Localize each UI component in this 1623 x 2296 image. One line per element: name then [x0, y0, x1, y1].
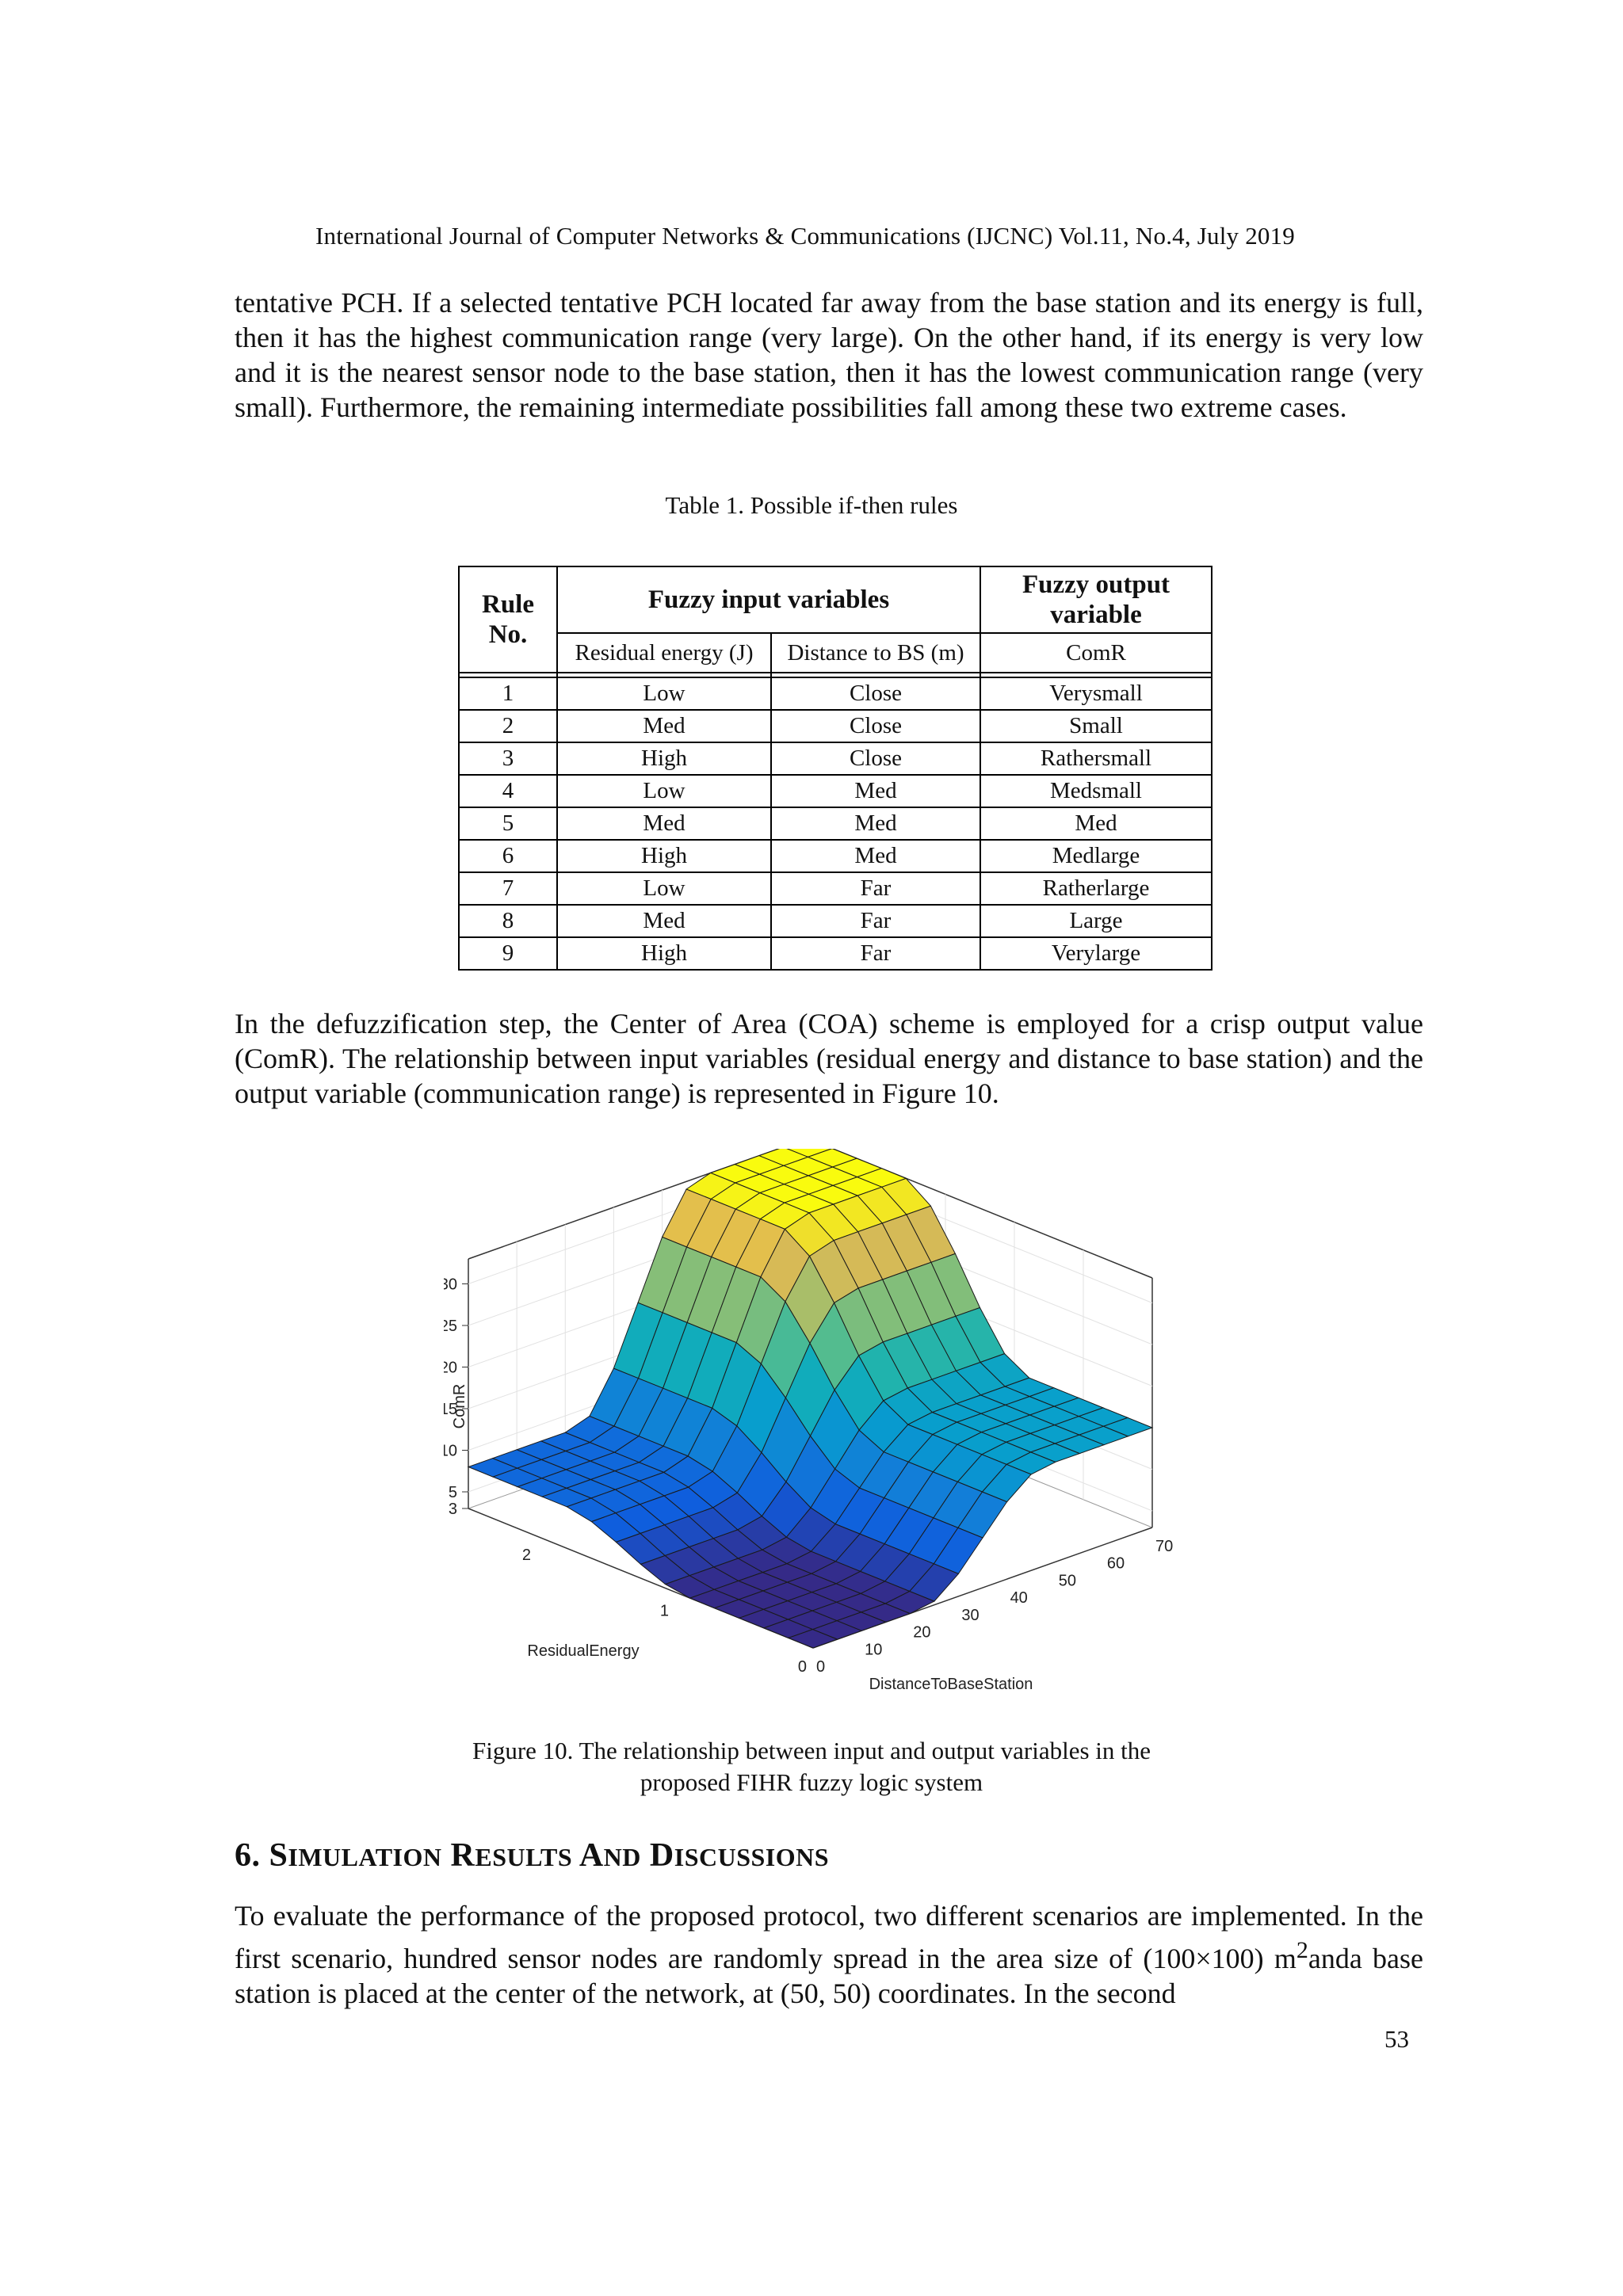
cell-rule-no: 7: [459, 872, 557, 905]
cell-distance: Med: [771, 840, 980, 872]
x-tick-label: 2: [521, 1547, 531, 1565]
superscript-2: 2: [1296, 1937, 1308, 1963]
table-caption: Table 1. Possible if-then rules: [665, 491, 958, 519]
cell-rule-no: 9: [459, 937, 557, 970]
cell-residual-energy: Low: [557, 775, 771, 807]
cell-residual-energy: Med: [557, 807, 771, 840]
cell-rule-no: 4: [459, 775, 557, 807]
table-row: [459, 807, 1212, 840]
x-tick-label: 1: [659, 1602, 669, 1620]
z-tick-label: 5: [448, 1484, 457, 1501]
paragraph-3: [235, 1898, 1423, 2011]
paragraph-3-part-a: To evaluate the performance of the proposed protocol, two different scenarios are implemented. In the first scenario, hundred sensor nodes are randomly spread in the area size of (100×100) m: [235, 1900, 1423, 1974]
cell-distance: Close: [771, 677, 980, 710]
cell-comr: Rathersmall: [980, 742, 1212, 775]
cell-comr: Medsmall: [980, 775, 1212, 807]
cell-distance: Close: [771, 710, 980, 742]
cell-distance: Far: [771, 905, 980, 937]
header-fuzzy-output: Fuzzy output variable: [980, 566, 1212, 633]
cell-distance: Med: [771, 807, 980, 840]
table-row: [459, 840, 1212, 872]
cell-rule-no: 6: [459, 840, 557, 872]
section-number: 6.: [235, 1837, 269, 1874]
paragraph-3-part-b: anda base station is placed at the center of the network, at (50, 50) coordinates. In the second: [235, 1943, 1423, 2009]
y-tick-label: 50: [1058, 1572, 1076, 1590]
z-tick-label: 25: [444, 1318, 457, 1335]
cell-rule-no: 5: [459, 807, 557, 840]
cell-comr: Large: [980, 905, 1212, 937]
cell-residual-energy: Low: [557, 872, 771, 905]
section-word-2-cap: R: [450, 1837, 475, 1874]
z-tick-label: 20: [444, 1359, 457, 1377]
y-tick-label: 70: [1155, 1538, 1174, 1555]
cell-rule-no: 8: [459, 905, 557, 937]
z-tick-label: 15: [444, 1401, 457, 1418]
cell-comr: Verysmall: [980, 677, 1212, 710]
journal-header: International Journal of Computer Networks & Communications (IJCNC) Vol.11, No.4, July 2019: [315, 222, 1295, 250]
y-tick-label: 40: [1010, 1589, 1028, 1608]
z-tick-label: 3: [448, 1501, 457, 1518]
section-word-3-cap: A: [579, 1837, 604, 1874]
cell-residual-energy: Med: [557, 905, 771, 937]
figure-caption-line-1: Figure 10. The relationship between input and output variables in the: [472, 1737, 1151, 1764]
cell-rule-no: 2: [459, 710, 557, 742]
cell-distance: Far: [771, 937, 980, 970]
cell-residual-energy: High: [557, 937, 771, 970]
rule-rows: [459, 677, 1212, 970]
section-word-2-rest: ESULTS: [475, 1843, 573, 1871]
figure-caption-line-2: proposed FIHR fuzzy logic system: [640, 1768, 983, 1796]
cell-comr: Med: [980, 807, 1212, 840]
cell-residual-energy: High: [557, 742, 771, 775]
figure-caption: [0, 1735, 1623, 1798]
page-number: 53: [1384, 2025, 1409, 2053]
x-tick-label: 0: [797, 1658, 807, 1676]
cell-comr: Ratherlarge: [980, 872, 1212, 905]
section-word-4-rest: ISCUSSIONS: [674, 1843, 830, 1871]
surface-mesh: [468, 1149, 1152, 1648]
y-tick-label: 20: [913, 1623, 931, 1642]
cell-comr: Small: [980, 710, 1212, 742]
paragraph-1: tentative PCH. If a selected tentative PCH located far away from the base station and its energy is full, then it has the highest communication range (very large). On the other hand, if its energy is very low and it is the nearest sensor node to the base station, then it has the lowest communication range (very small). Furthermore, the remaining intermediate possibilities fall among these two extreme cases.: [235, 287, 1423, 423]
z-tick-label: 10: [444, 1442, 457, 1460]
table-row: [459, 775, 1212, 807]
cell-residual-energy: Low: [557, 677, 771, 710]
table-row: [459, 872, 1212, 905]
cell-rule-no: 1: [459, 677, 557, 710]
table-row: [459, 742, 1212, 775]
paragraph-2: In the defuzzification step, the Center of Area (COA) scheme is employed for a crisp output value (ComR). The relationship between input variables (residual energy and distance to base station) and the output variable (communication range) is represented in Figure 10.: [235, 1008, 1423, 1109]
section-word-4-cap: D: [649, 1837, 674, 1874]
header-fuzzy-input: Fuzzy input variables: [557, 566, 980, 633]
header-comr: ComR: [980, 633, 1212, 673]
section-word-1-cap: S: [269, 1837, 288, 1874]
figure-10: [444, 1149, 1189, 1703]
cell-comr: Verylarge: [980, 937, 1212, 970]
header-rule-no: Rule No.: [459, 566, 557, 673]
cell-residual-energy: Med: [557, 710, 771, 742]
cell-residual-energy: High: [557, 840, 771, 872]
z-tick-label: 30: [444, 1276, 457, 1294]
header-residual-energy: Residual energy (J): [557, 633, 771, 673]
cell-distance: Med: [771, 775, 980, 807]
cell-rule-no: 3: [459, 742, 557, 775]
table-row: [459, 937, 1212, 970]
surface-plot: [444, 1149, 1189, 1703]
cell-distance: Close: [771, 742, 980, 775]
section-word-3-rest: ND: [603, 1843, 641, 1871]
cell-distance: Far: [771, 872, 980, 905]
y-tick-label: 10: [865, 1641, 883, 1659]
rules-table: [458, 566, 1212, 971]
section-word-1-rest: IMULATION: [288, 1843, 442, 1871]
table-row: [459, 905, 1212, 937]
y-tick-label: 0: [816, 1658, 826, 1676]
table-row: [459, 677, 1212, 710]
cell-comr: Medlarge: [980, 840, 1212, 872]
y-tick-label: 60: [1106, 1554, 1125, 1573]
header-distance: Distance to BS (m): [771, 633, 980, 673]
y-tick-label: 30: [961, 1606, 980, 1624]
x-axis-label: ResidualEnergy: [527, 1642, 640, 1660]
y-axis-label: DistanceToBaseStation: [869, 1676, 1033, 1693]
table-row: [459, 710, 1212, 742]
z-axis-label: ComR: [451, 1383, 468, 1429]
section-heading: [235, 1836, 829, 1875]
